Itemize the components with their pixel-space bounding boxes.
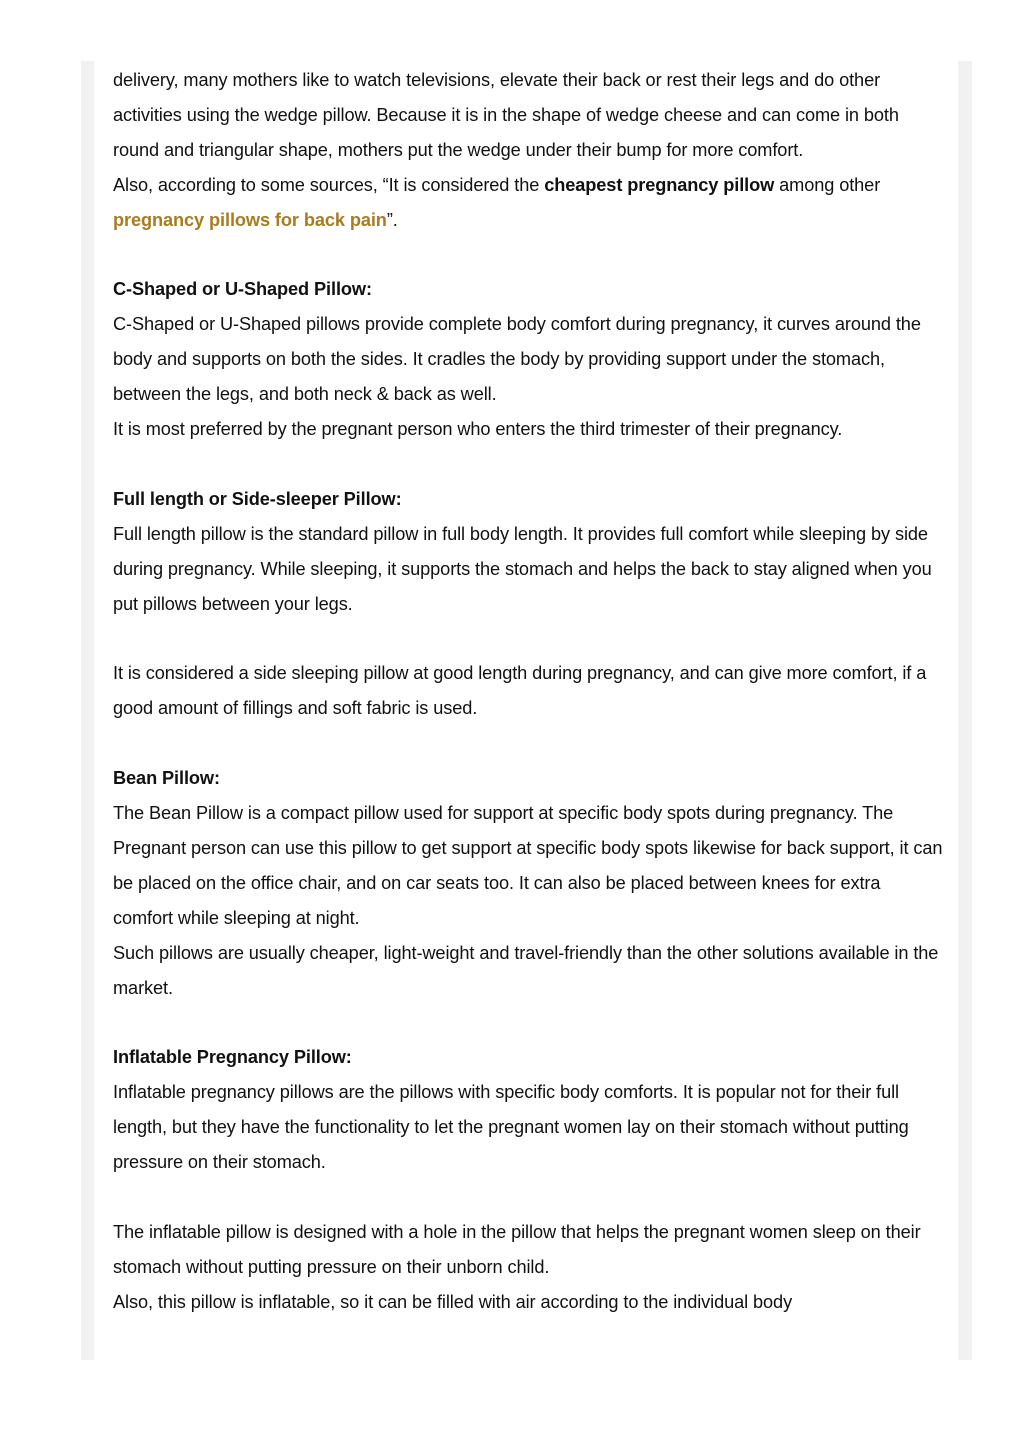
spacer — [113, 1005, 943, 1040]
section-heading-c-shaped: C-Shaped or U-Shaped Pillow: — [113, 279, 372, 300]
section-heading-bean: Bean Pillow: — [113, 768, 220, 789]
intro-source-text: Also, according to some sources, “It is considered the — [113, 174, 545, 195]
intro-source-paragraph — [113, 168, 943, 238]
article-content — [94, 61, 958, 1360]
bean-paragraph-2: Such pillows are usually cheaper, light-weight and travel-friendly than the other solutions available in the market. — [113, 942, 939, 998]
article-body — [113, 63, 943, 1320]
spacer — [113, 447, 943, 482]
inflatable-paragraph-3: Also, this pillow is inflatable, so it can be filled with air according to the individual body — [113, 1291, 793, 1312]
spacer — [113, 1180, 943, 1215]
bean-paragraph: The Bean Pillow is a compact pillow used for support at specific body spots during pregnancy. The Pregnant person can use this pillow to get support at specific body spots likewise for back support, it can be placed on the office chair, and on car seats too. It can also be placed between knees for extra comfort while sleeping at night. — [113, 802, 943, 928]
full-length-paragraph-2: It is considered a side sleeping pillow at good length during pregnancy, and can give more comfort, if a good amount of fillings and soft fabric is used. — [113, 663, 927, 719]
inflatable-paragraph: Inflatable pregnancy pillows are the pillows with specific body comforts. It is popular not for their full length, but they have the functionality to let the pregnant women lay on their stomach without putting pressure on their stomach. — [113, 1082, 909, 1173]
intro-source-text-middle: among other — [774, 174, 881, 195]
spacer — [113, 621, 943, 656]
inflatable-paragraph-2: The inflatable pillow is designed with a hole in the pillow that helps the pregnant women sleep on their stomach without putting pressure on their unborn child. — [113, 1221, 921, 1277]
cheapest-pillow-emphasis: cheapest pregnancy pillow — [544, 174, 775, 195]
intro-paragraph: delivery, many mothers like to watch televisions, elevate their back or rest their legs and do other activities using the wedge pillow. Because it is in the shape of wedge cheese and can come in both round and triangular shape, mothers put the wedge under their bump for more comfort. — [113, 70, 899, 160]
section-heading-inflatable: Inflatable Pregnancy Pillow: — [113, 1047, 352, 1068]
spacer — [113, 726, 943, 761]
c-shaped-paragraph-2: It is most preferred by the pregnant person who enters the third trimester of their pregnancy. — [113, 419, 843, 440]
section-heading-full-length: Full length or Side-sleeper Pillow: — [113, 488, 402, 509]
c-shaped-paragraph: C-Shaped or U-Shaped pillows provide complete body comfort during pregnancy, it curves around the body and supports on both the sides. It cradles the body by providing support under the stomach, between the legs, and both neck & back as well. — [113, 314, 921, 405]
intro-source-text-end: ”. — [386, 209, 398, 230]
spacer — [113, 238, 943, 273]
back-pain-pillows-link[interactable]: pregnancy pillows for back pain — [113, 209, 387, 230]
full-length-paragraph: Full length pillow is the standard pillow in full body length. It provides full comfort while sleeping by side during pregnancy. While sleeping, it supports the stomach and helps the back to stay aligned when you put pillows between your legs. — [113, 523, 932, 614]
